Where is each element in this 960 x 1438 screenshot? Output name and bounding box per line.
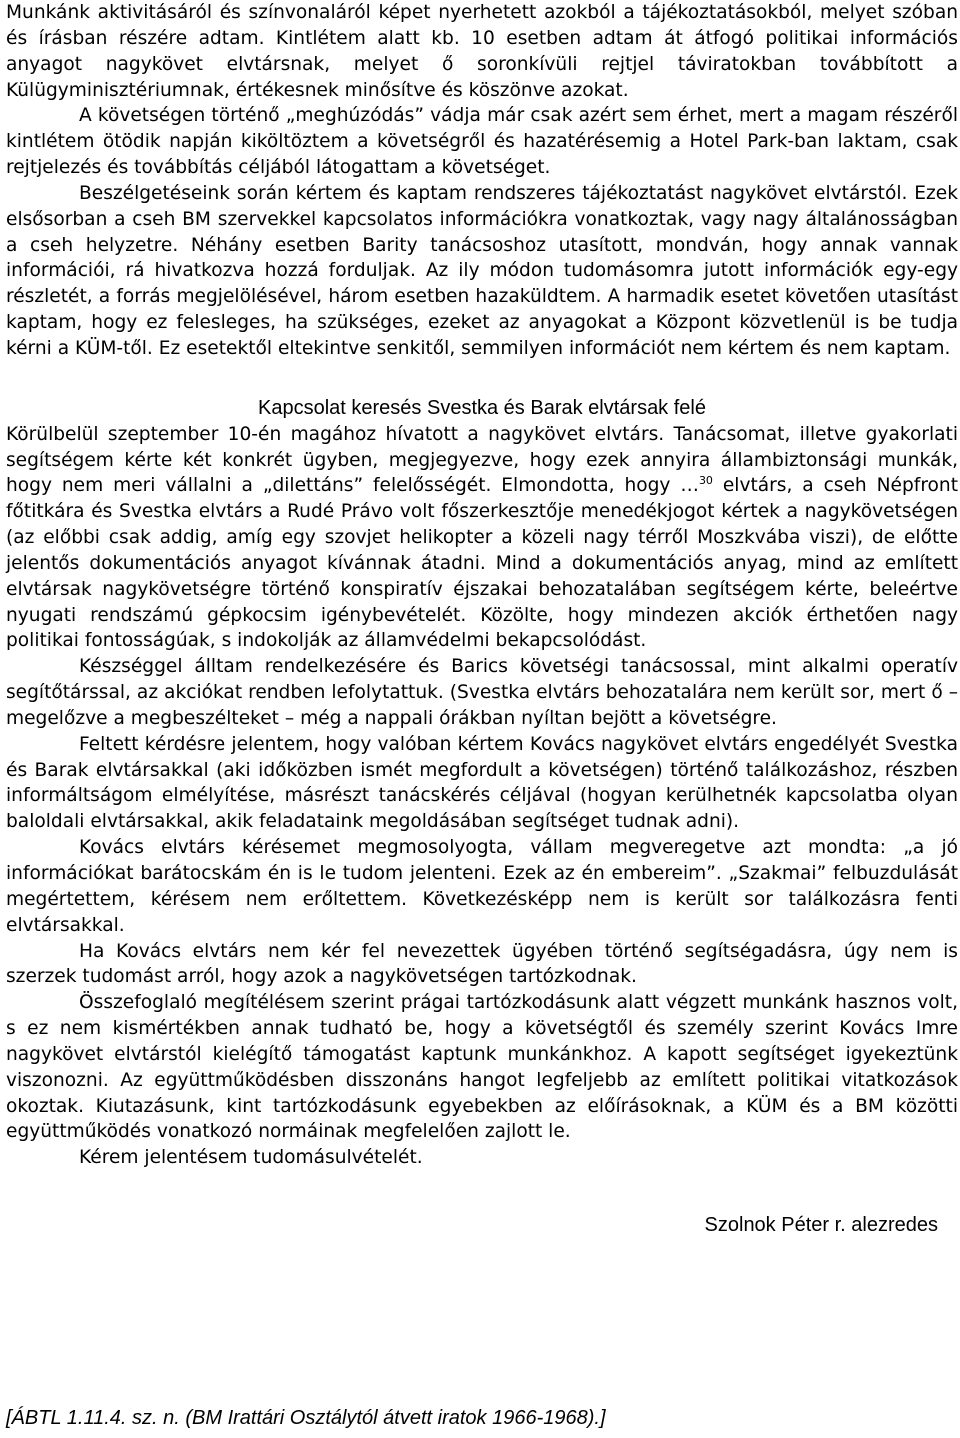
paragraph-assistance: Készséggel álltam rendelkezésére és Barics követségi tanácsossal, mint alkalmi operatív segítőtárssal, az akciókat rendben lefolytattuk. (Svestka elvtárs behozatalára nem került sor, mert ő – megelőzve a megbeszélteket – még a nappali órákban nyíltan bejött a követségre. — [6, 656, 958, 729]
paragraph-question: Feltett kérdésre jelentem, hogy valóban kértem Kovács nagykövet elvtárs engedélyét Svestka és Barak elvtársakkal (aki időközben ismét megfordult a követségen) történő találkozáshoz, részben informáltságom elmélyítése, másrészt tanácskérés céljával (hogyan kerülhetnék kapcsolatba olyan baloldali elvtársakkal, akik feladataink megoldásában segítséget tudnak adni). — [6, 733, 958, 833]
signature: Szolnok Péter r. alezredes — [704, 1214, 938, 1237]
footnote-marker: 30 — [698, 474, 713, 488]
source-citation: [ÁBTL 1.11.4. sz. n. (BM Irattári Osztálytól átvett iratok 1966-1968).] — [6, 1407, 606, 1429]
paragraph-intro: Munkánk aktivitásáról és színvonaláról képet nyerhetett azokból a tájékoztatásokból, melyet szóban és írásban részére adtam. Kintlétem alatt kb. 10 esetben adtam át átfogó politikai információs anyagot nagykövet elvtársnak, melyet ő soronkívüli rejtjel táviratokban továbbított a Külügyminisztériumnak, értékesnek minősítve és köszönve azokat. — [6, 2, 958, 101]
paragraph-condition: Ha Kovács elvtárs nem kér fel nevezettek ügyében történő segítségadásra, úgy nem is szerzek tudomást arról, hogy azok a nagykövetségen tartózkodnak. — [6, 940, 958, 988]
paragraph-closing: Kérem jelentésem tudomásulvételét. — [79, 1147, 423, 1169]
paragraph-september-text-2: elvtárs, a cseh Népfront főtitkára és Svestka elvtárs a Rudé Právo volt főszerkesztője menedékjogot kértek a nagykövetségen (az előbbi csak addig, amíg egy szovjet helikopter a közeli nagy térről Moszkvába viszi), de előtte jelentős dokumentációs anyagot kívánnak átadni. Mind a dokumentációs anyag, mind az említett elvtársak nagykövetségre történő konspiratív éjszakai behozatalában segítségem kérte, beleértve nyugati rendszámú gépkocsim igénybevételét. Közölte, hogy mindezen akciók érthetően nagy politikai fontosságúak, s indokolják az államvédelmi bekapcsolódást. — [6, 475, 959, 652]
paragraph-september-text-1: Körülbelül szeptember 10-én magához hívatott a nagykövet elvtárs. Tanácsomat, illetve gyakorlati segítségem kérte két konkrét ügyben, megjegyezve, hogy ezek annyira állambiztonsági munkák, hogy nem meri vállalni a „dilettáns” felelősségét. Elmondotta, hogy … — [6, 423, 958, 497]
paragraph-kovacs: Kovács elvtárs kérésemet megmosolyogta, vállam megveregetve azt mondta: „a jó információkat barátocskám én is le tudom jelenteni. Ezek az én embereim”. „Szakmai” felbuzdulását megértettem, kérésem nem erőltettem. Következésképp nem is került sor találkozásra fenti elvtársakkal. — [6, 837, 958, 936]
paragraph-embassy: A követségen történő „meghúzódás” vádja már csak azért sem érhet, mert a magam részéről kintlétem ötödik napján kiköltöztem a követségről és hazatérésemig a Hotel Park-ban laktam, csak rejtjelezés és továbbítás céljából látogattam a követséget. — [6, 105, 958, 179]
paragraph-summary: Összefoglaló megítélésem szerint prágai tartózkodásunk alatt végzett munkánk hasznos volt, s ez nem kismértékben annak tudható be, hogy a követségtől és személy szerint Kovács Imre nagykövet elvtárstól kielégítő támogatást kaptunk munkánkhoz. A kapott segítséget igyekeztünk viszonozni. Az együttműködésben disszonáns hangot legfeljebb az említett politikai vitatkozások okoztak. Kiutazásunk, kint tartózkodásunk egyebekben az előírásoknak, a KÜM és a BM közötti együttműködés vonatkozó normáinak megfelelően zajlott le. — [6, 992, 958, 1143]
document-body — [6, 0, 958, 1239]
section-heading: Kapcsolat keresés Svestka és Barak elvtársak felé — [258, 396, 706, 419]
paragraph-september — [6, 422, 958, 655]
paragraph-conversations: Beszélgetéseink során kértem és kaptam rendszeres tájékoztatást nagykövet elvtárstól. Ezek elsősorban a cseh BM szervekkel kapcsolatos információkra vonatkoztak, vagy nagy általánosságban a cseh helyzetre. Néhány esetben Barity tanácsoshoz utasított, mondván, hogy annak vannak információi, rá hivatkozva hozzá forduljak. Az ily módon tudomásomra jutott információk egy-egy részletét, a forrás megjelölésével, három esetben hazaküldtem. A harmadik esetet követően utasítást kaptam, hogy ez felesleges, ha szükséges, ezeket az anyagokat a Központ közvetlenül is be tudja kérni a KÜM-től. Ez esetektől eltekintve senkitől, semmilyen információt nem kértem és nem kaptam. — [6, 182, 958, 359]
